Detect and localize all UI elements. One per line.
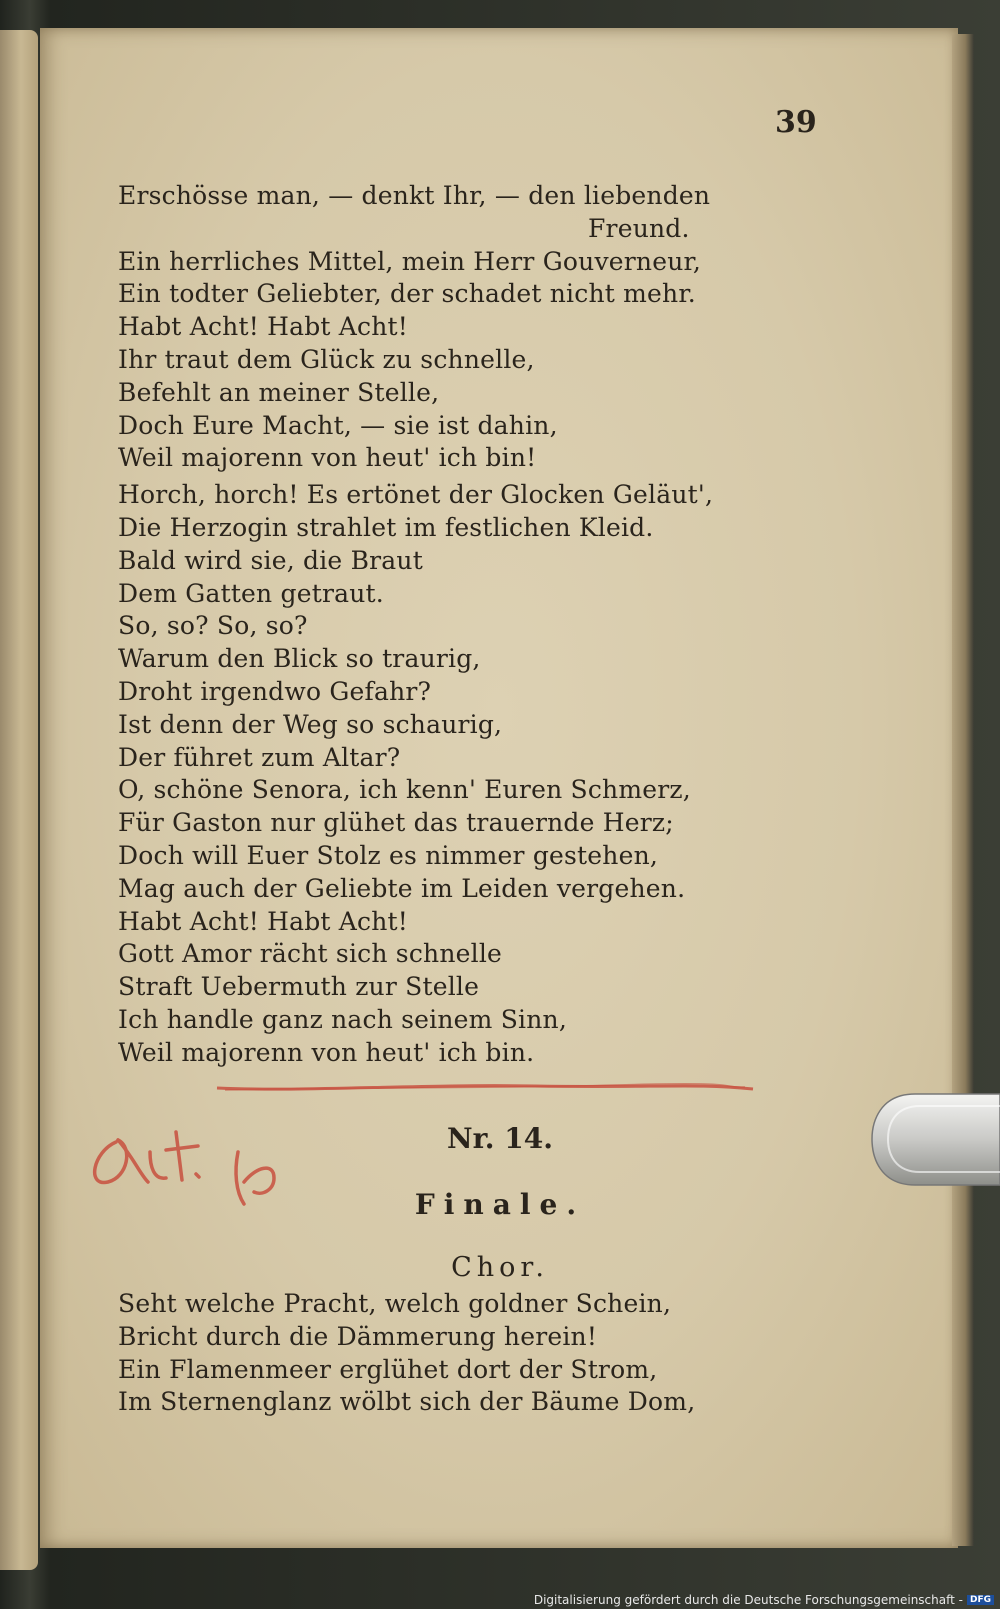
page-number: 39 bbox=[775, 105, 817, 140]
verse-line: Bald wird sie, die Braut bbox=[118, 545, 423, 575]
verse-line: Ich handle ganz nach seinem Sinn, bbox=[118, 1004, 567, 1034]
verse-line: Doch will Euer Stolz es nimmer gestehen, bbox=[118, 840, 659, 870]
section-title: Finale. bbox=[414, 1188, 586, 1221]
verse-line: Straft Uebermuth zur Stelle bbox=[118, 972, 480, 1002]
verse-line: Doch Eure Macht, — sie ist dahin, bbox=[118, 410, 558, 440]
dfg-logo: DFG bbox=[967, 1595, 994, 1605]
verse-line: Droht irgendwo Gefahr? bbox=[118, 676, 432, 706]
verse-line: Ein herrliches Mittel, mein Herr Gouverneur, bbox=[118, 246, 702, 276]
verse-line: Bricht durch die Dämmerung herein! bbox=[118, 1321, 598, 1351]
verse-line: Erschösse man, — denkt Ihr, — den liebenden bbox=[118, 181, 711, 210]
verse-line: Weil majorenn von heut' ich bin! bbox=[118, 443, 537, 473]
red-pencil-underline bbox=[215, 1080, 755, 1094]
right-page-edge bbox=[952, 34, 974, 1546]
footer-credit bbox=[534, 1593, 994, 1607]
verse-line: So, so? So, so? bbox=[118, 611, 308, 641]
verse-line: Habt Acht! Habt Acht! bbox=[118, 312, 409, 342]
verse-line: Weil majorenn von heut' ich bin. bbox=[118, 1037, 535, 1067]
verse-line: Der führet zum Altar? bbox=[118, 742, 401, 772]
verse-line: Ein Flamenmeer erglühet dort der Strom, bbox=[118, 1354, 658, 1384]
verse-line: Ein todter Geliebter, der schadet nicht mehr. bbox=[118, 279, 696, 309]
verse-line: Warum den Blick so traurig, bbox=[118, 644, 481, 674]
verse-line: Ihr traut dem Glück zu schnelle, bbox=[118, 344, 535, 374]
verse-block-2 bbox=[118, 1288, 758, 1419]
verse-line: Befehlt an meiner Stelle, bbox=[118, 377, 440, 407]
verse-line: Die Herzogin strahlet im festlichen Kleid. bbox=[118, 512, 654, 542]
verse-line: Habt Acht! Habt Acht! bbox=[118, 906, 409, 936]
page-turn-handle[interactable] bbox=[870, 1092, 1000, 1187]
verse-line: Für Gaston nur glühet das trauernde Herz; bbox=[118, 808, 674, 838]
footer-credit-text: Digitalisierung gefördert durch die Deutsche Forschungsgemeinschaft - bbox=[533, 1593, 963, 1607]
verse-line: Gott Amor rächt sich schnelle bbox=[118, 939, 503, 969]
verse-line: Mag auch der Geliebte im Leiden vergehen. bbox=[118, 873, 686, 903]
verse-line: Horch, horch! Es ertönet der Glocken Geläut', bbox=[118, 480, 714, 510]
verse-line: Dem Gatten getraut. bbox=[118, 578, 384, 608]
verse-line: O, schöne Senora, ich kenn' Euren Schmerz, bbox=[118, 775, 691, 805]
verse-block-1 bbox=[118, 180, 758, 1070]
section-number: Nr. 14. bbox=[447, 1122, 553, 1155]
verse-line: Freund. bbox=[588, 213, 690, 243]
verse-line: Ist denn der Weg so schaurig, bbox=[118, 709, 503, 739]
verse-line: Im Sternenglanz wölbt sich der Bäume Dom, bbox=[118, 1387, 696, 1417]
verse-line: Seht welche Pracht, welch goldner Schein, bbox=[118, 1289, 672, 1318]
left-page-edge bbox=[0, 30, 38, 1570]
voice-label: Chor. bbox=[451, 1252, 549, 1283]
